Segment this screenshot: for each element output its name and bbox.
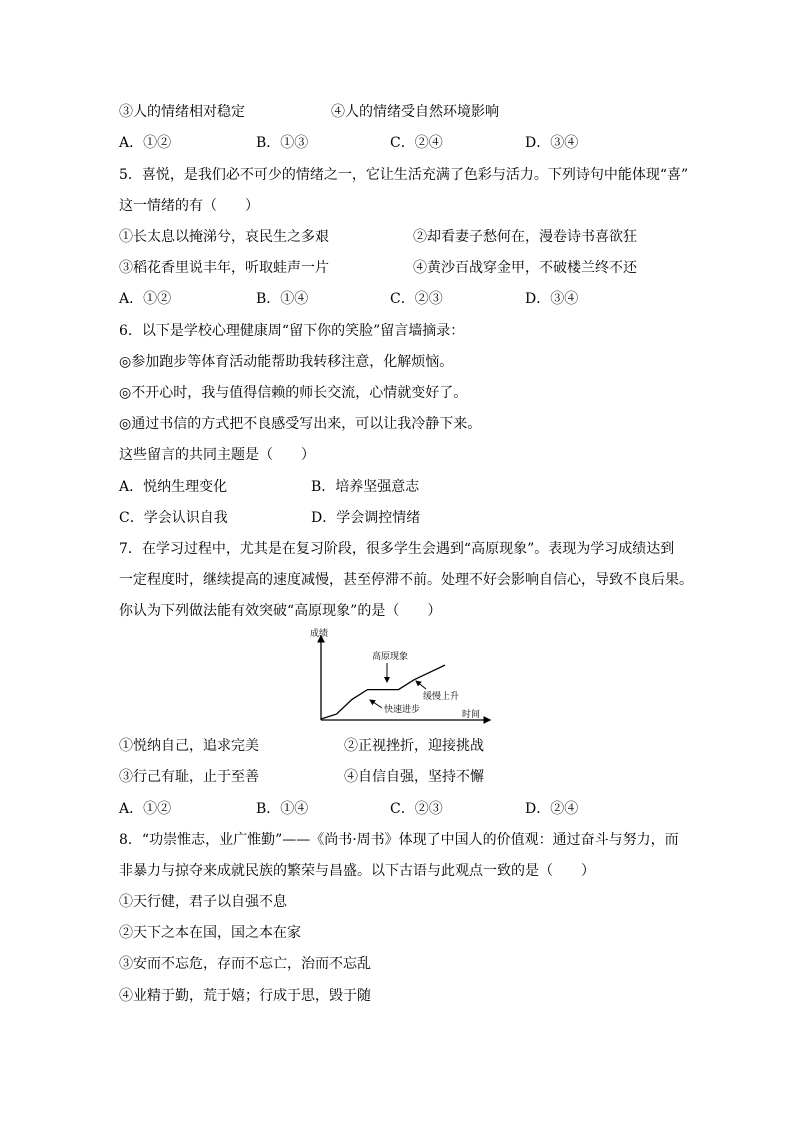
q6-note-1: ◎参加跑步等体育活动能帮助我转移注意，化解烦恼。 bbox=[119, 354, 454, 370]
q7-option-a: A．①② bbox=[119, 801, 172, 817]
q6-note-2: ◎不开心时，我与值得信赖的师长交流，心情就变好了。 bbox=[119, 385, 468, 401]
q4-option-d: D．③④ bbox=[525, 135, 579, 151]
q8-stem-line-1: 8．“功崇惟志，业广惟勤”——《尚书·周书》体现了中国人的价值观：通过奋斗与努力，而 bbox=[119, 832, 679, 848]
q6-option-c: C．学会认识自我 bbox=[119, 510, 228, 526]
q6-note-3: ◎通过书信的方式把不良感受写出来，可以让我冷静下来。 bbox=[119, 416, 482, 432]
q7-option-d: D．②④ bbox=[525, 801, 579, 817]
q7-stem-line-2: 一定程度时，继续提高的速度减慢，甚至停滞不前。处理不好会影响自信心，导致不良后果。 bbox=[119, 572, 693, 588]
q5-option-a: A．①② bbox=[119, 291, 172, 307]
q4-item-4: ④人的情绪受自然环境影响 bbox=[331, 104, 499, 120]
q6-option-d: D．学会调控情绪 bbox=[311, 510, 421, 526]
q7-option-b: B．①④ bbox=[256, 801, 309, 817]
q7-item-2: ②正视挫折，迎接挑战 bbox=[344, 738, 484, 754]
q5-option-c: C．②③ bbox=[390, 291, 443, 307]
q4-option-c: C．②④ bbox=[390, 135, 443, 151]
q7-item-3: ③行己有耻，止于至善 bbox=[119, 769, 259, 785]
fast-progress-arrow bbox=[370, 700, 382, 708]
q5-option-b: B．①④ bbox=[256, 291, 309, 307]
plateau-label: 高原现象 bbox=[372, 652, 409, 662]
x-axis-label: 时间 bbox=[462, 710, 481, 720]
q8-item-3: ③安而不忘危，存而不忘亡，治而不忘乱 bbox=[119, 956, 371, 972]
q4-item-3: ③人的情绪相对稳定 bbox=[119, 104, 245, 120]
fast-progress-label: 快速进步 bbox=[384, 705, 421, 715]
q4-option-b: B．①③ bbox=[256, 135, 309, 151]
q6-option-b: B．培养坚强意志 bbox=[311, 479, 420, 495]
q7-stem-line-1: 7．在学习过程中，尤其是在复习阶段，很多学生会遇到“高原现象”。表现为学习成绩达到 bbox=[119, 541, 675, 557]
q8-stem-line-2: 非暴力与掠夺来成就民族的繁荣与昌盛。以下古语与此观点一致的是（ ） bbox=[119, 863, 595, 879]
q5-stem-line-2: 这一情绪的有（ ） bbox=[119, 198, 259, 214]
q8-item-4: ④业精于勤，荒于嬉；行成于思，毁于随 bbox=[119, 988, 371, 1004]
q5-item-4: ④黄沙百战穿金甲，不破楼兰终不还 bbox=[413, 260, 637, 276]
q7-item-1: ①悦纳自己，追求完美 bbox=[119, 738, 259, 754]
q6-question: 这些留言的共同主题是（ ） bbox=[119, 447, 315, 463]
q6-stem: 6．以下是学校心理健康周“留下你的笑脸”留言墙摘录： bbox=[119, 323, 465, 339]
q5-stem-line-1: 5．喜悦，是我们必不可少的情绪之一，它让生活充满了色彩与活力。下列诗句中能体现“喜” bbox=[119, 167, 689, 183]
slow-rise-label: 缓慢上升 bbox=[423, 692, 460, 702]
q5-item-1: ①长太息以掩涕兮，哀民生之多艰 bbox=[119, 229, 329, 245]
q8-item-1: ①天行健，君子以自强不息 bbox=[119, 894, 287, 910]
q5-option-d: D．③④ bbox=[525, 291, 579, 307]
y-axis-label: 成绩 bbox=[310, 629, 329, 639]
q6-option-a: A．悦纳生理变化 bbox=[119, 479, 228, 495]
q5-item-3: ③稻花香里说丰年，听取蛙声一片 bbox=[119, 260, 329, 276]
q7-option-c: C．②③ bbox=[390, 801, 443, 817]
q7-item-4: ④自信自强，坚持不懈 bbox=[344, 769, 484, 785]
q5-item-2: ②却看妻子愁何在，漫卷诗书喜欲狂 bbox=[413, 229, 637, 245]
q4-option-a: A．①② bbox=[119, 135, 172, 151]
slow-rise-arrow bbox=[416, 681, 426, 689]
q8-item-2: ②天下之本在国，国之本在家 bbox=[119, 925, 301, 941]
q7-stem-line-3: 你认为下列做法能有效突破“高原现象”的是（ ） bbox=[119, 603, 442, 619]
plateau-figure bbox=[300, 626, 500, 726]
